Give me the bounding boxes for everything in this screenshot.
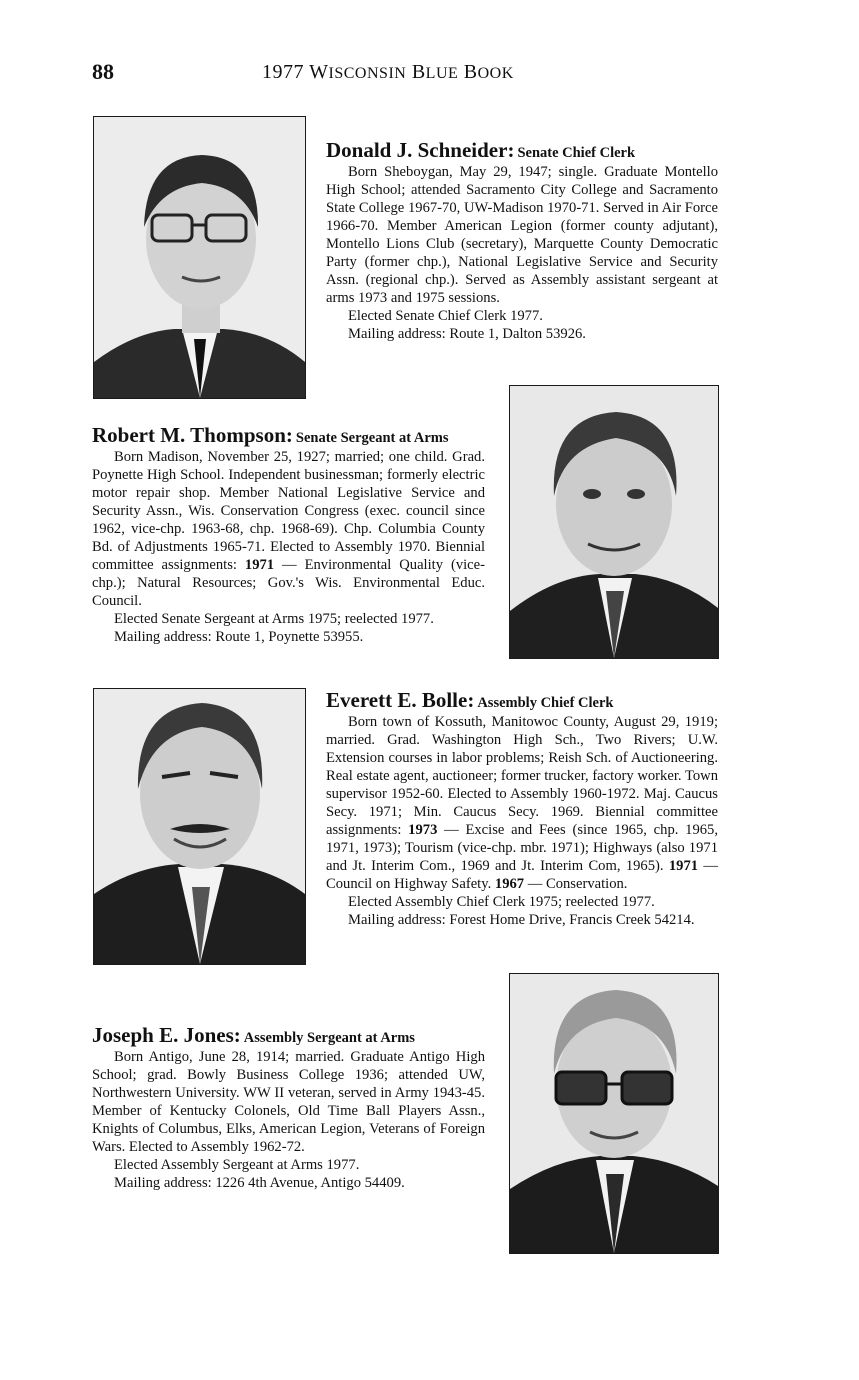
bio-text: Born town of Kossuth, Manitowoc County, August 29, 1919; married. Grad. Washington High Sch., Two Rivers; U.W. Extension courses in labor problems; Reish Sch. of Auctioneering. Real estate agent, auctioneer; former trucker, factory worker. Town supervisor 1952-60. Elected to Assembly 1960-1972. Maj. Caucus Secy. 1971; Min. Caucus Secy. 1969. Biennial committee assignments: 1973 — Excise and Fees (since 1965, chp. 1965, 1971, 1973); Tourism (vice-chp. mbr. 1971); Highways (also 1971 and Jt. Interim Com., 1969 and Jt. Interim Com, 1965). 1971 — Council on Highway Safety. 1967 — Conservation. [326, 714, 718, 892]
bio-elected: Elected Assembly Sergeant at Arms 1977. [114, 1157, 360, 1173]
bio-office: Senate Sergeant at Arms [295, 430, 449, 446]
bio-elected: Elected Senate Sergeant at Arms 1975; reelected 1977. [114, 611, 434, 627]
bio-elected: Elected Assembly Chief Clerk 1975; reelected 1977. [348, 894, 655, 910]
page-number: 88 [92, 59, 114, 84]
bio-schneider [326, 138, 718, 343]
bio-mailing-address: Mailing address: Route 1, Poynette 53955. [114, 629, 364, 645]
portrait-photo-thompson [509, 385, 719, 659]
bio-jones [92, 1023, 485, 1192]
bio-elected: Elected Senate Chief Clerk 1977. [348, 308, 543, 324]
bio-text: Born Antigo, June 28, 1914; married. Graduate Antigo High School; grad. Bowly Business College 1936; attended UW, Northwestern University. WW II veteran, served in Army 1943-45. Member of Kentucky Colonels, Old Time Ball Players Assn., Knights of Columbus, Elks, American Legion, Veterans of Foreign Wars. Elected to Assembly 1962-72. [92, 1049, 485, 1155]
bio-name: Donald J. Schneider: [326, 138, 515, 162]
bio-mailing-address: Mailing address: Route 1, Dalton 53926. [348, 326, 586, 342]
bio-name: Everett E. Bolle: [326, 688, 475, 712]
bio-office: Assembly Sergeant at Arms [243, 1030, 415, 1046]
bio-text: Born Sheboygan, May 29, 1947; single. Graduate Montello High School; attended Sacramento City College and Sacramento State College 1967-70, UW-Madison 1970-71. Served in Air Force 1966-70. Member American Legion (former county adjutant), Montello Lions Club (secretary), Marquette County Democratic Party (former chp.), National Legislative Service and Security Assn. (regional chp.). Served as Assembly assistant sergeant at arms 1973 and 1975 sessions. [326, 164, 718, 306]
bio-text: Born Madison, November 25, 1927; married; one child. Grad. Poynette High School. Independent businessman; formerly electric motor repair shop. Member National Legislative Service and Security Assn., Wis. Conservation Congress (exec. council since 1962, vice-chp. 1963-68, chp. 1968-69). Chp. Columbia County Bd. of Adjustments 1965-71. Elected to Assembly 1970. Biennial committee assignments: 1971 — Environmental Quality (vice-chp.); Natural Resources; Gov.'s Wis. Environmental Educ. Council. [92, 449, 485, 609]
bio-bolle [326, 688, 718, 929]
portrait-photo-bolle [93, 688, 306, 965]
bio-office: Senate Chief Clerk [517, 145, 636, 161]
bio-name: Robert M. Thompson: [92, 423, 293, 447]
bio-thompson [92, 423, 485, 646]
bio-mailing-address: Mailing address: Forest Home Drive, Francis Creek 54214. [348, 912, 695, 928]
portrait-photo-schneider [93, 116, 306, 399]
bio-mailing-address: Mailing address: 1226 4th Avenue, Antigo 54409. [114, 1175, 405, 1191]
portrait-photo-jones [509, 973, 719, 1254]
bio-office: Assembly Chief Clerk [477, 695, 614, 711]
running-head: 1977 WISCONSIN BLUE BOOK [262, 61, 514, 83]
bio-name: Joseph E. Jones: [92, 1023, 241, 1047]
